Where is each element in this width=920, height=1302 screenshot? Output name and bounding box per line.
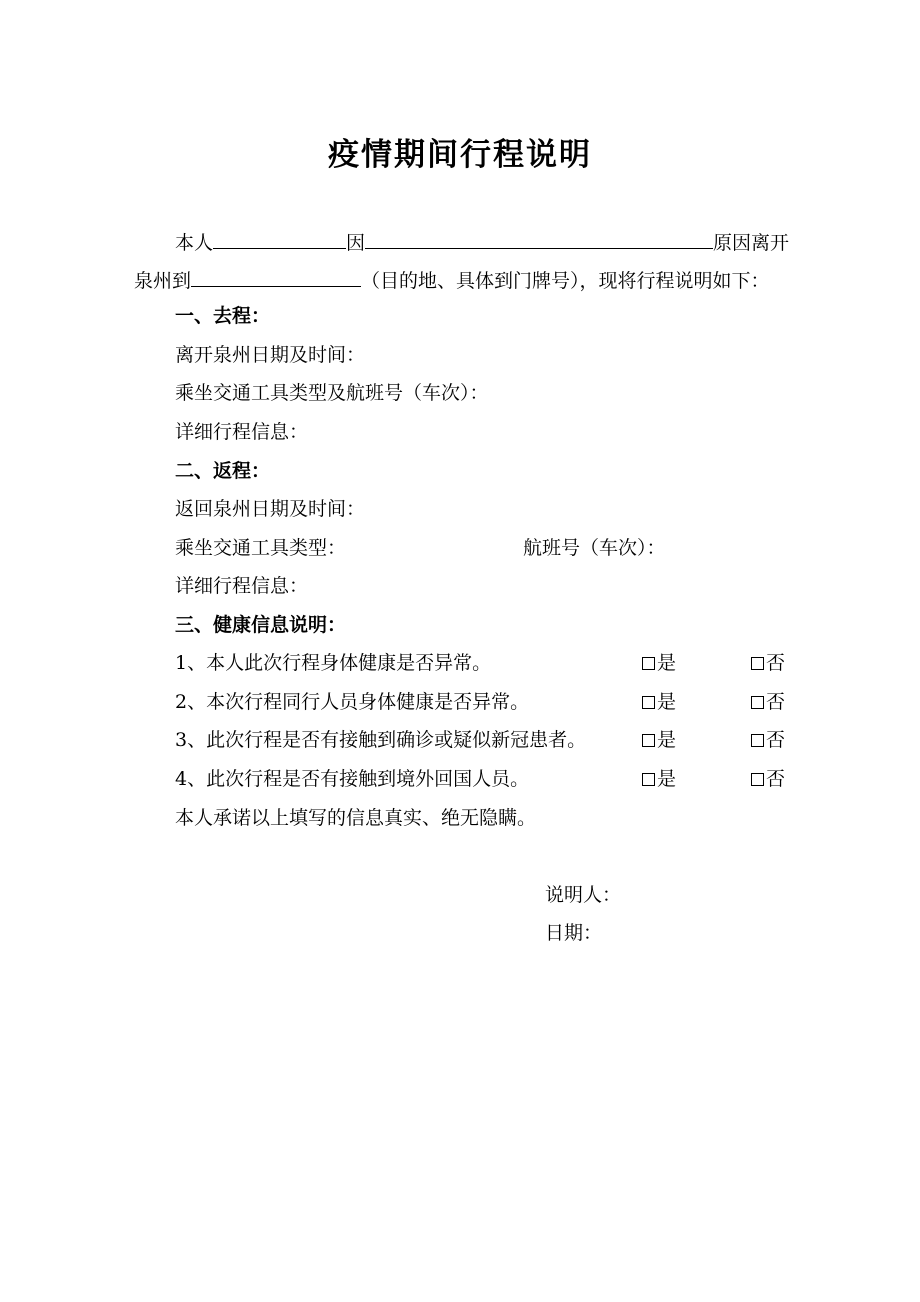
yes-option[interactable] — [642, 767, 676, 791]
no-label: 否 — [766, 729, 786, 751]
signature-date-label: 日期： — [545, 922, 603, 944]
no-option[interactable] — [751, 728, 785, 752]
intro-line-1 — [175, 227, 789, 255]
yes-option[interactable] — [642, 651, 676, 675]
intro-self-label: 本人 — [175, 232, 214, 254]
no-label: 否 — [766, 691, 786, 713]
signer-label: 说明人： — [545, 884, 622, 906]
outbound-date-label: 离开泉州日期及时间： — [175, 344, 366, 366]
checkbox-icon[interactable] — [751, 657, 764, 670]
return-heading: 二、返程： — [175, 460, 271, 482]
checkbox-icon[interactable] — [642, 773, 655, 786]
health-question: 3、此次行程是否有接触到确诊或疑似新冠患者。 — [175, 729, 587, 751]
no-label: 否 — [766, 652, 786, 674]
checkbox-icon[interactable] — [751, 696, 764, 709]
health-question: 1、本人此次行程身体健康是否异常。 — [175, 652, 492, 674]
no-option[interactable] — [751, 651, 785, 675]
name-blank[interactable] — [213, 227, 346, 249]
yes-option[interactable] — [642, 728, 676, 752]
yes-label: 是 — [657, 768, 677, 790]
intro-because-label: 因 — [346, 232, 366, 254]
checkbox-icon[interactable] — [642, 657, 655, 670]
outbound-transport-label: 乘坐交通工具类型及航班号（车次）： — [175, 382, 489, 404]
return-transport-label: 乘坐交通工具类型： — [175, 537, 347, 559]
yes-label: 是 — [657, 729, 677, 751]
yes-label: 是 — [657, 691, 677, 713]
destination-blank[interactable] — [191, 265, 361, 287]
outbound-heading: 一、去程： — [175, 305, 271, 327]
checkbox-icon[interactable] — [751, 734, 764, 747]
pledge-text: 本人承诺以上填写的信息真实、绝无隐瞒。 — [175, 807, 537, 829]
outbound-detail-label: 详细行程信息： — [175, 421, 309, 443]
return-date-label: 返回泉州日期及时间： — [175, 498, 366, 520]
return-detail-label: 详细行程信息： — [175, 575, 309, 597]
return-flight-label: 航班号（车次）： — [523, 537, 666, 559]
health-heading: 三、健康信息说明： — [175, 614, 347, 636]
no-option[interactable] — [751, 767, 785, 791]
checkbox-icon[interactable] — [751, 773, 764, 786]
yes-option[interactable] — [642, 690, 676, 714]
reason-blank[interactable] — [365, 227, 713, 249]
health-question: 4、此次行程是否有接触到境外回国人员。 — [175, 768, 530, 790]
intro-quanzhou-to-label: 泉州到 — [134, 270, 192, 292]
yes-label: 是 — [657, 652, 677, 674]
checkbox-icon[interactable] — [642, 696, 655, 709]
destination-note: （目的地、具体到门牌号），现将行程说明如下： — [361, 270, 770, 292]
checkbox-icon[interactable] — [642, 734, 655, 747]
intro-line-2 — [134, 265, 770, 293]
health-question: 2、本次行程同行人员身体健康是否异常。 — [175, 691, 530, 713]
page-title: 疫情期间行程说明 — [328, 137, 592, 173]
no-label: 否 — [766, 768, 786, 790]
no-option[interactable] — [751, 690, 785, 714]
intro-reason-leave-label: 原因离开 — [713, 232, 790, 254]
